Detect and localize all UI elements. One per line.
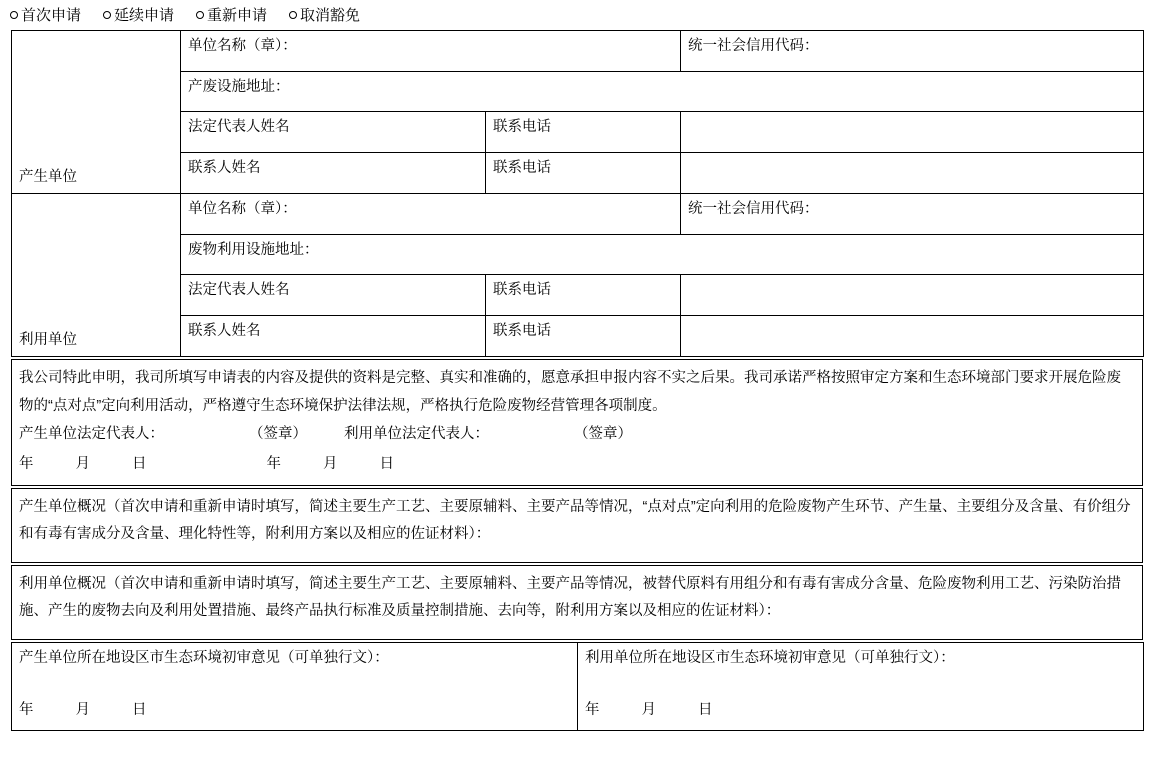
user-seal-label: （签章） [574,426,632,443]
signature-line [19,420,1135,449]
user-date-month: 月 [323,456,338,473]
radio-label: 重新申请 [207,6,268,24]
producer-overview-text: 产生单位概况（首次申请和重新申请时填写，简述主要生产工艺、主要原辅料、主要产品等情况，“点对点”定向利用的危险废物产生环节、产生量、主要组分及含量、有价组分和有毒有害成分及含量、理化特性等，附利用方案以及相应的佐证材料）： [19,498,1131,543]
user-legal-rep-label: 法定代表人姓名 [181,275,486,316]
user-legal-rep-phone-label: 联系电话 [486,275,681,316]
table-row [12,31,1144,72]
user-unit-name-label: 单位名称（章）： [181,194,681,235]
user-opinion-cell[interactable] [578,642,1144,730]
radio-option-first-application[interactable] [10,8,81,23]
producer-contact-label: 联系人姓名 [181,153,486,194]
producer-contact-phone-value[interactable] [681,153,1144,194]
producer-section-label: 产生单位 [12,31,181,194]
producer-facility-address-label: 产废设施地址： [181,72,1144,112]
table-row [12,565,1143,639]
user-overview-text: 利用单位概况（首次申请和重新申请时填写，简述主要生产工艺、主要原辅料、主要产品等情况，被替代原料有用组分和有毒有害成分含量、危险废物利用工艺、污染防治措施、产生的废物去向及利用处置措施、最终产品执行标准及质量控制措施、去向等，附利用方案以及相应的佐证材料）： [19,575,1121,620]
producer-overview-table [11,488,1143,563]
producer-opinion-date-line [19,695,570,725]
opinion-date-day: 日 [132,701,147,718]
producer-legal-rep-label: 法定代表人姓名 [181,112,486,153]
producer-seal-label: （签章） [249,426,307,443]
radio-label: 取消豁免 [300,6,361,24]
producer-date-month: 月 [75,456,90,473]
opinion-date-year: 年 [585,701,600,718]
producer-signature-label: 产生单位法定代表人： [19,426,164,443]
declaration-cell [12,360,1143,486]
producer-date-day: 日 [132,456,147,473]
user-section-label: 利用单位 [12,194,181,357]
declaration-table [11,359,1143,486]
opinion-date-day: 日 [698,701,713,718]
user-legal-rep-phone-value[interactable] [681,275,1144,316]
producer-date-year: 年 [19,456,34,473]
user-contact-label: 联系人姓名 [181,316,486,357]
radio-option-cancel-exemption[interactable] [289,8,360,23]
producer-legal-rep-phone-label: 联系电话 [486,112,681,153]
table-row [12,112,1144,153]
user-opinion-label: 利用单位所在地设区市生态环境初审意见（可单独行文）： [585,649,955,666]
table-row [12,194,1144,235]
opinion-date-year: 年 [19,701,34,718]
table-row [12,235,1144,275]
producer-unit-name-label: 单位名称（章）： [181,31,681,72]
user-contact-phone-label: 联系电话 [486,316,681,357]
table-row [12,275,1144,316]
units-table [11,30,1144,357]
user-opinion-date-line [585,695,1136,725]
table-row [12,72,1144,112]
declaration-paragraph: 我公司特此申明，我司所填写申请表的内容及提供的资料是完整、真实和准确的，愿意承担申报内容不实之后果。我司承诺严格按照审定方案和生态环境部门要求开展危险废物的“点对点”定向利用活动，严格遵守生态环境保护法律法规，严格执行危险废物经营管理各项制度。 [19,370,1121,414]
user-contact-phone-value[interactable] [681,316,1144,357]
user-credit-code-label: 统一社会信用代码： [681,194,1144,235]
producer-legal-rep-phone-value[interactable] [681,112,1144,153]
radio-label: 延续申请 [114,6,175,24]
radio-circle-icon[interactable] [103,11,111,19]
opinions-table [11,642,1144,731]
application-type-group[interactable] [0,0,1156,30]
producer-opinion-label: 产生单位所在地设区市生态环境初审意见（可单独行文）： [19,649,389,666]
table-row [12,316,1144,357]
producer-overview-cell[interactable] [12,488,1143,562]
table-row [12,488,1143,562]
opinion-date-month: 月 [75,701,90,718]
producer-contact-phone-label: 联系电话 [486,153,681,194]
radio-circle-icon[interactable] [289,11,297,19]
user-overview-cell[interactable] [12,565,1143,639]
radio-label: 首次申请 [21,6,82,24]
opinion-date-month: 月 [641,701,656,718]
user-facility-address-label: 废物利用设施地址： [181,235,1144,275]
radio-circle-icon[interactable] [10,11,18,19]
radio-option-reapplication[interactable] [196,8,267,23]
user-date-year: 年 [266,456,281,473]
table-row [12,153,1144,194]
producer-opinion-cell[interactable] [12,642,578,730]
table-row [12,360,1143,486]
user-overview-table [11,565,1143,640]
user-signature-label: 利用单位法定代表人： [344,426,489,443]
radio-circle-icon[interactable] [196,11,204,19]
radio-option-renewal-application[interactable] [103,8,174,23]
user-date-day: 日 [379,456,394,473]
producer-credit-code-label: 统一社会信用代码： [681,31,1144,72]
declaration-date-line [19,449,1135,479]
table-row [12,642,1144,730]
